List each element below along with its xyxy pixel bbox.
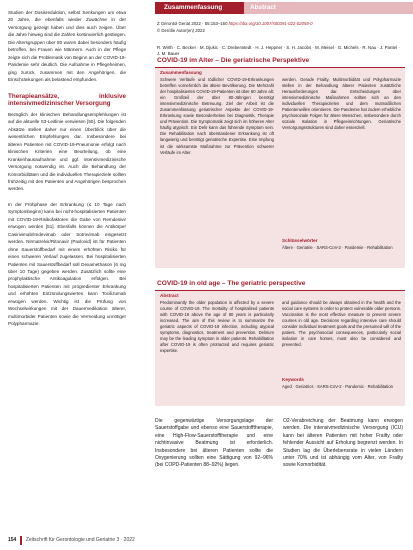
german-keywords: Ältere · Geriatrie · SARS-CoV-2 · Pandemie · Rehabilitation: [282, 245, 393, 250]
footer-journal: Zeitschrift für Gerontologie und Geriatrie 3 · 2022: [25, 537, 135, 543]
english-keywords: Aged · Geriatrics · SARS-CoV-2 · Pandemic · Rehabilitation: [282, 384, 394, 389]
german-title: COVID-19 im Alter – Die geriatrische Perspektive: [157, 57, 310, 64]
left-paragraph-2: Bezüglich der klinischen Behandlungsempfehlungen ist auf die aktuelle S3-Leitlinie verwiesen [50]. Die folgenden Absätze stellen daher nur einen Überblick über die wesentlichen Empfehlungen dar. Insbesondere bei älteren Patienten mit COVID-19-Pneumonie erfolgt nach klinischen Kriterien eine Beurteilung, ob eine Krankenhausaufnahme und ggf. intensivmedizinische Versorgung notwendig ist. Auch die Behandlung der Komorbiditäten und die individuellen Therapieziele sollten frühzeitig mit den Patienten und Angehörigen besprochen werden.: [8, 111, 126, 192]
german-abstract-heading: Zusammenfassung: [160, 70, 202, 75]
english-abstract-col1: Predominantly the older population is affected by a severe course of COVID-19. The mortality of hospitalized patients with COVID-19 above the age of 80 years is particularly increased. The aim of this review is to summarize the geriatric aspects of COVID-19 infection, including atypical symptoms, diagnostics, treatment and prevention. Delirium may be the leading symptom in older patients. Rehabilitation after COVID-19 is often protracted and requires geriatric expertise.: [160, 300, 274, 354]
english-abstract-col2: and guidance should be always obtained in the health and the social care systems in order to protect vulnerable older persons. Vaccination is the most effective measure to prevent severe courses in old age. Decisions regarding intensive care should consider individual treatment goals and the presumed will of the patient. The psychosocial consequences, particularly social isolation in care homes, must also be considered and prevented.: [282, 300, 401, 348]
german-keywords-heading: Schlüsselwörter: [282, 238, 318, 243]
abstract-header-bar: [155, 2, 413, 14]
header-category: Zusammenfassung: [155, 2, 244, 14]
german-abstract-col2: werden. Gerade Frailty, Multimorbidität und Polypharmazie stellen in der Behandlung älterer Patienten zusätzliche Herausforderungen dar. Entscheidungen über intensivmedizinische Maßnahmen sollten sich an den individuellen Therapiezielen und dem mutmaßlichen Patientenwillen orientieren. Die Pandemie hat zudem erhebliche psychosoziale Folgen für ältere Menschen, insbesondere durch soziale Isolation in Pflegeeinrichtungen. Geriatrische Versorgungsstrukturen sind daher essenziell.: [282, 77, 401, 131]
copyright-line: © Der/die Autor(en) 2022: [157, 28, 205, 33]
english-abstract-heading: Abstract: [160, 293, 179, 298]
german-abstract-col1: Schwere Verläufe und tödlicher COVID-19-Erkrankungen betreffen vornehmlich die ältere Bevölkerung. Die Mehrzahl der hospitalisierten COVID-19-Patienten ist über 60 Jahre alt; ein Großteil der über 80-Jährigen benötigt intensivmedizinische Betreuung. Ziel der Arbeit ist die Zusammenfassung geriatrischer Aspekte der COVID-19-Erkrankung sowie Besonderheiten bei Diagnostik, Therapie und Prävention. Die Symptomatik zeigt sich im höheren Alter häufig atypisch. Ein Delir kann das führende Symptom sein. Die Rehabilitation nach überstandener Erkrankung ist oft langwierig und benötigt geriatrische Expertise. Eine Impfung ist die wirksamste Maßnahme zur Prävention schwerer Verläufe im Alter.: [160, 77, 274, 155]
citation-line: [157, 21, 313, 27]
doi-link[interactable]: https://doi.org/10.1007/s00391-022-02058-0: [228, 21, 313, 26]
author-list: R. Wirth · C. Becker · M. Djukic · C. Drebenstedt · H. J. Heppner · S. H. Jacobs · M. Meisel · G. Michels · R. Nau · J. Pantel · J. M. Bauer: [157, 45, 400, 57]
section-heading-therapy: Therapieansätze, inklusive intensivmedizinischer Versorgung: [8, 92, 126, 107]
english-title: COVID-19 in old age – The geriatric perspective: [157, 280, 306, 287]
left-paragraph-1: Studien der Dosisreduktion, selbst Senkungen um etwa 20 Jahre, die ebenfalls wieder Zuwächse in der Versorgung gezeigt haben und dies auch zeigen. Über die Jahre hinweg sind die Zahlen kontinuierlich gestiegen. Die Altersgruppen über 80 waren dabei besonders häufig betroffen, bei Frauen wie Männern. Auch in der Pflege zeigte sich die Problematik von Beginn an der COVID-19-Pandemie sehr deutlich. Die Aufnahme in Pflegeheimen, ging zurück, zusammen mit den Angehörigen, die Einschränkungen als belastend empfunden.: [8, 10, 126, 83]
footer-divider: [20, 536, 22, 545]
left-column: [8, 9, 126, 328]
page-number: 154: [8, 537, 17, 543]
header-section: Abstract: [244, 2, 413, 14]
left-paragraph-3: In der Frühphase der Erkrankung (≤ 10 Tage nach Symptombeginn) kann bei nicht-hospitalisierten Patienten mit COVID-19-Risikofaktoren die Gabe von Remdesivir erwogen werden [51]. Ebenfalls können die Antikörper Casirivimab/Imdevimab oder Sotrovimab eingesetzt werden. Nirmatrelvir/Ritonavir (Paxlovid) ist für Patienten ohne Sauerstoffbedarf mit einem erhöhten Risiko für einen schweren Verlauf zugelassen. Bei hospitalisierten Patienten mit Sauerstoffbedarf soll Dexamethason (6 mg über 10 Tage) gegeben werden. Zusätzlich sollte eine prophylaktische Antikoagulation erfolgen. Bei hospitalisierten Patienten mit progredienter Erkrankung und erhöhten Entzündungswerten kann Tocilizumab erwogen werden. Wichtig ist die Prüfung von Wechselwirkungen mit der Dauermedikation älterer, multimorbider Patienten sowie die Vermeidung unnötiger Polypharmazie.: [8, 201, 126, 327]
body-column-2: Die gegenwärtige Versorgungslage der Sauerstoffgabe und ebenso eine Sauerstofftherapie, eine High-Flow-Sauerstofftherapie und eine nichtinvasive Beatmung ist erforderlich. Insbesondere bei älteren Patienten sollte die Oxygenierung sollten eine Sättigung von 92–96% (bei COPD-Patienten 88–92%) liegen.: [155, 418, 273, 469]
page-footer: [8, 536, 135, 545]
english-keywords-heading: Keywords: [282, 377, 304, 382]
journal-citation: Z Gerontol Geriat 2022 · 55:153–160: [157, 21, 228, 26]
body-column-3: O2-Verabreichung der Beatmung kann erwogen werden. Die intensivmedizinische Versorgung (ICU) kann bei älteren Patienten mit hoher Frailty oder fehlender Aussicht auf Erholung begrenzt werden. In Studien lag die Überlebensrate in vielen Ländern unter 70% und ist abhängig vom Alter, von Frailty sowie Komorbidität.: [283, 418, 403, 469]
